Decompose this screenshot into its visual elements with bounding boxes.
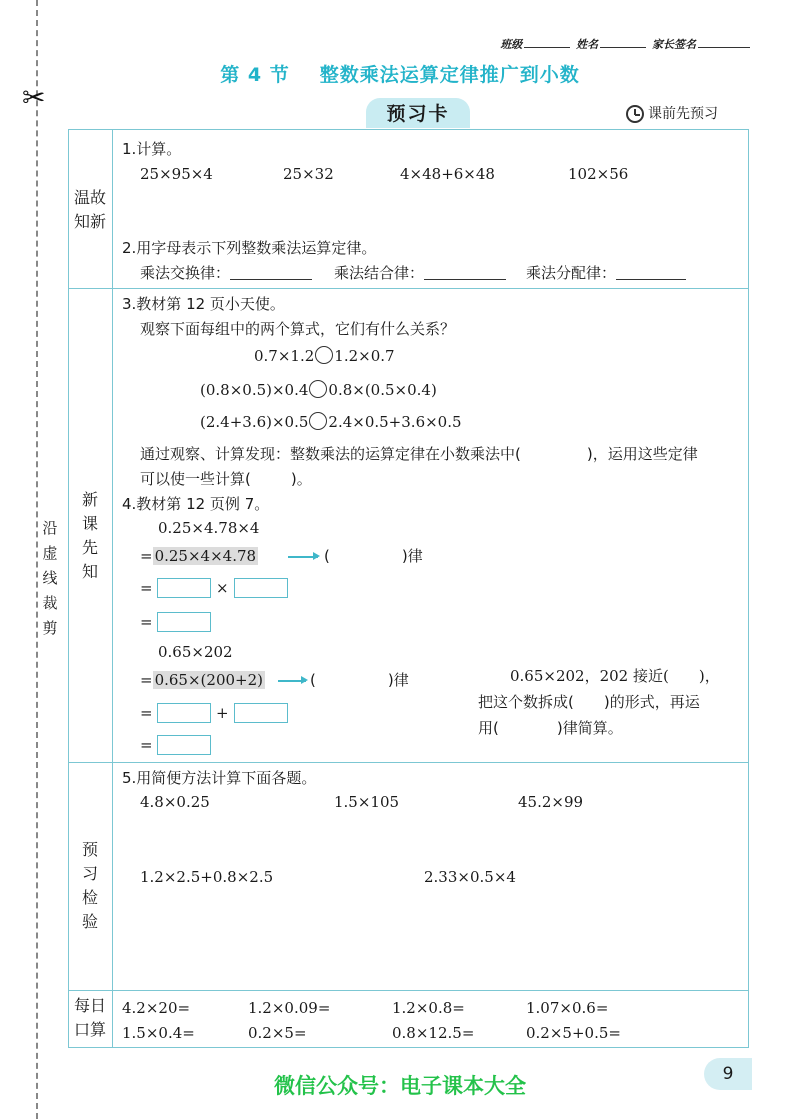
ex2-step1: [140, 670, 265, 690]
alarm-clock-icon: [626, 105, 644, 123]
law-distributive-blank[interactable]: [616, 265, 686, 280]
q3-prompt: 观察下面每组中的两个算式，它们有什么关系？: [140, 320, 456, 338]
ex2-box-2[interactable]: [234, 703, 288, 723]
preview-badge: [626, 103, 718, 123]
paren-open-2: (: [310, 671, 316, 689]
q5-title: 5.用简便方法计算下面各题。: [122, 769, 317, 787]
row-divider-2: [68, 762, 749, 763]
row-label-newlesson: 新 课 先 知: [81, 490, 98, 581]
daily-item-5: 1.5×0.4=: [122, 1024, 195, 1042]
daily-item-4: 1.07×0.6=: [526, 999, 609, 1017]
compare-1-right: 1.2×0.7: [334, 347, 395, 365]
row-label-review: 温故 知新: [73, 188, 106, 231]
parent-label: 家长签名: [652, 38, 696, 51]
eq-sign: =: [140, 547, 153, 565]
law-commutative-blank[interactable]: [230, 265, 312, 280]
student-info-line: [500, 36, 752, 52]
ex1-expression: 0.25×4.78×4: [158, 519, 260, 537]
ex2-expression: 0.65×202: [158, 643, 233, 661]
compare-row-2: [200, 380, 437, 400]
check-item-3: 45.2×99: [518, 793, 584, 811]
daily-item-7: 0.8×12.5=: [392, 1024, 475, 1042]
ex2-eq2: =: [140, 704, 153, 722]
preview-badge-text: 课前先预习: [648, 106, 718, 122]
q1-item-4: 102×56: [568, 165, 629, 183]
conclusion-b: )，运用这些定律: [586, 445, 698, 463]
ex2-box-1[interactable]: [157, 703, 211, 723]
cut-instruction: 沿 虚 线 裁 剪: [38, 516, 62, 641]
law-suffix: )律: [401, 547, 423, 565]
arrow-icon: [288, 556, 318, 558]
ex2-eq3: =: [140, 736, 153, 754]
row-label-daily: 每日 口算: [73, 996, 106, 1039]
check-item-4: 1.2×2.5+0.8×2.5: [140, 868, 274, 886]
daily-item-3: 1.2×0.8=: [392, 999, 465, 1017]
class-blank[interactable]: [524, 37, 570, 48]
ex2-law-blank: [310, 670, 409, 690]
section-number: 第 4 节: [220, 64, 290, 86]
check-item-5: 2.33×0.5×4: [424, 868, 516, 886]
compare-3-right: 2.4×0.5+3.6×0.5: [328, 413, 462, 431]
compare-1-left: 0.7×1.2: [254, 347, 315, 365]
label-column-divider: [112, 129, 113, 1048]
ex1-step1: [140, 546, 258, 566]
conclusion-c: 可以使一些计算(: [140, 470, 251, 488]
hint-b: )，: [698, 667, 720, 685]
hint-d: )的形式，再运: [603, 693, 700, 711]
law-associative-label: 乘法结合律：: [334, 264, 425, 282]
card-tab: 预习卡: [366, 98, 470, 128]
conclusion-d: )。: [290, 470, 312, 488]
compare-circle-2[interactable]: [309, 380, 327, 398]
q3-title: 3.教材第 12 页小天使。: [122, 295, 285, 313]
ex1-box-3[interactable]: [157, 612, 211, 632]
q1-title: 1.计算。: [122, 140, 182, 158]
q1-item-2: 25×32: [283, 165, 334, 183]
hint-c: 把这个数拆成(: [478, 693, 574, 711]
law-suffix-2: )律: [387, 671, 409, 689]
q1-item-1: 25×95×4: [140, 165, 213, 183]
law-distributive-label: 乘法分配律：: [526, 264, 617, 282]
law-distributive: [526, 263, 686, 283]
law-associative-blank[interactable]: [424, 265, 506, 280]
compare-circle-1[interactable]: [315, 346, 333, 364]
eq-sign-2: =: [140, 671, 153, 689]
ex1-eq2: =: [140, 579, 153, 597]
page-number: 9: [704, 1058, 752, 1090]
ex1-box-1[interactable]: [157, 578, 211, 598]
compare-row-1: [254, 346, 395, 366]
compare-3-left: (2.4+3.6)×0.5: [200, 413, 309, 431]
row-divider-1: [68, 288, 749, 289]
hint-line-1: [510, 666, 720, 686]
hint-f: )律简算。: [556, 719, 623, 737]
law-associative: [334, 263, 506, 283]
ex1-times: ×: [216, 579, 229, 597]
check-item-1: 4.8×0.25: [140, 793, 210, 811]
row-label-check: 预 习 检 验: [81, 840, 98, 931]
name-label: 姓名: [576, 38, 599, 51]
arrow-icon: [278, 680, 306, 682]
q1-item-3: 4×48+6×48: [400, 165, 495, 183]
conclusion-line-2: [140, 469, 312, 489]
daily-item-1: 4.2×20=: [122, 999, 191, 1017]
hint-line-3: [478, 718, 623, 738]
daily-item-2: 1.2×0.09=: [248, 999, 331, 1017]
law-commutative: [140, 263, 312, 283]
ex1-eq3: =: [140, 613, 153, 631]
section-title: [0, 60, 800, 87]
hint-e: 用(: [478, 719, 499, 737]
footer-watermark: 微信公众号：电子课本大全: [274, 1074, 526, 1098]
compare-2-right: 0.8×(0.5×0.4): [328, 381, 437, 399]
conclusion-line-1: [140, 444, 698, 464]
q4-title: 4.教材第 12 页例 7。: [122, 495, 270, 513]
section-name: 整数乘法运算定律推广到小数: [319, 64, 580, 86]
name-blank[interactable]: [600, 37, 646, 48]
compare-2-left: (0.8×0.5)×0.4: [200, 381, 309, 399]
daily-item-6: 0.2×5=: [248, 1024, 307, 1042]
row-divider-3: [68, 990, 749, 991]
ex2-step1-shaded: 0.65×(200+2): [154, 671, 263, 689]
scissors-icon: ✂: [22, 81, 46, 114]
hint-a: 0.65×202，202 接近(: [510, 667, 669, 685]
law-commutative-label: 乘法交换律：: [140, 264, 231, 282]
parent-blank[interactable]: [698, 37, 750, 48]
ex1-law-blank: [324, 546, 423, 566]
daily-item-8: 0.2×5+0.5=: [526, 1024, 621, 1042]
hint-line-2: [478, 692, 700, 712]
ex2-box-3[interactable]: [157, 735, 211, 755]
ex1-step1-shaded: 0.25×4×4.78: [154, 547, 257, 565]
q2-title: 2.用字母表示下列整数乘法运算定律。: [122, 239, 377, 257]
compare-circle-3[interactable]: [309, 412, 327, 430]
check-item-2: 1.5×105: [334, 793, 400, 811]
ex1-box-2[interactable]: [234, 578, 288, 598]
paren-open: (: [324, 547, 330, 565]
class-label: 班级: [500, 38, 523, 51]
ex2-plus: +: [216, 704, 229, 722]
compare-row-3: [200, 412, 462, 432]
conclusion-a: 通过观察、计算发现：整数乘法的运算定律在小数乘法中(: [140, 445, 521, 463]
